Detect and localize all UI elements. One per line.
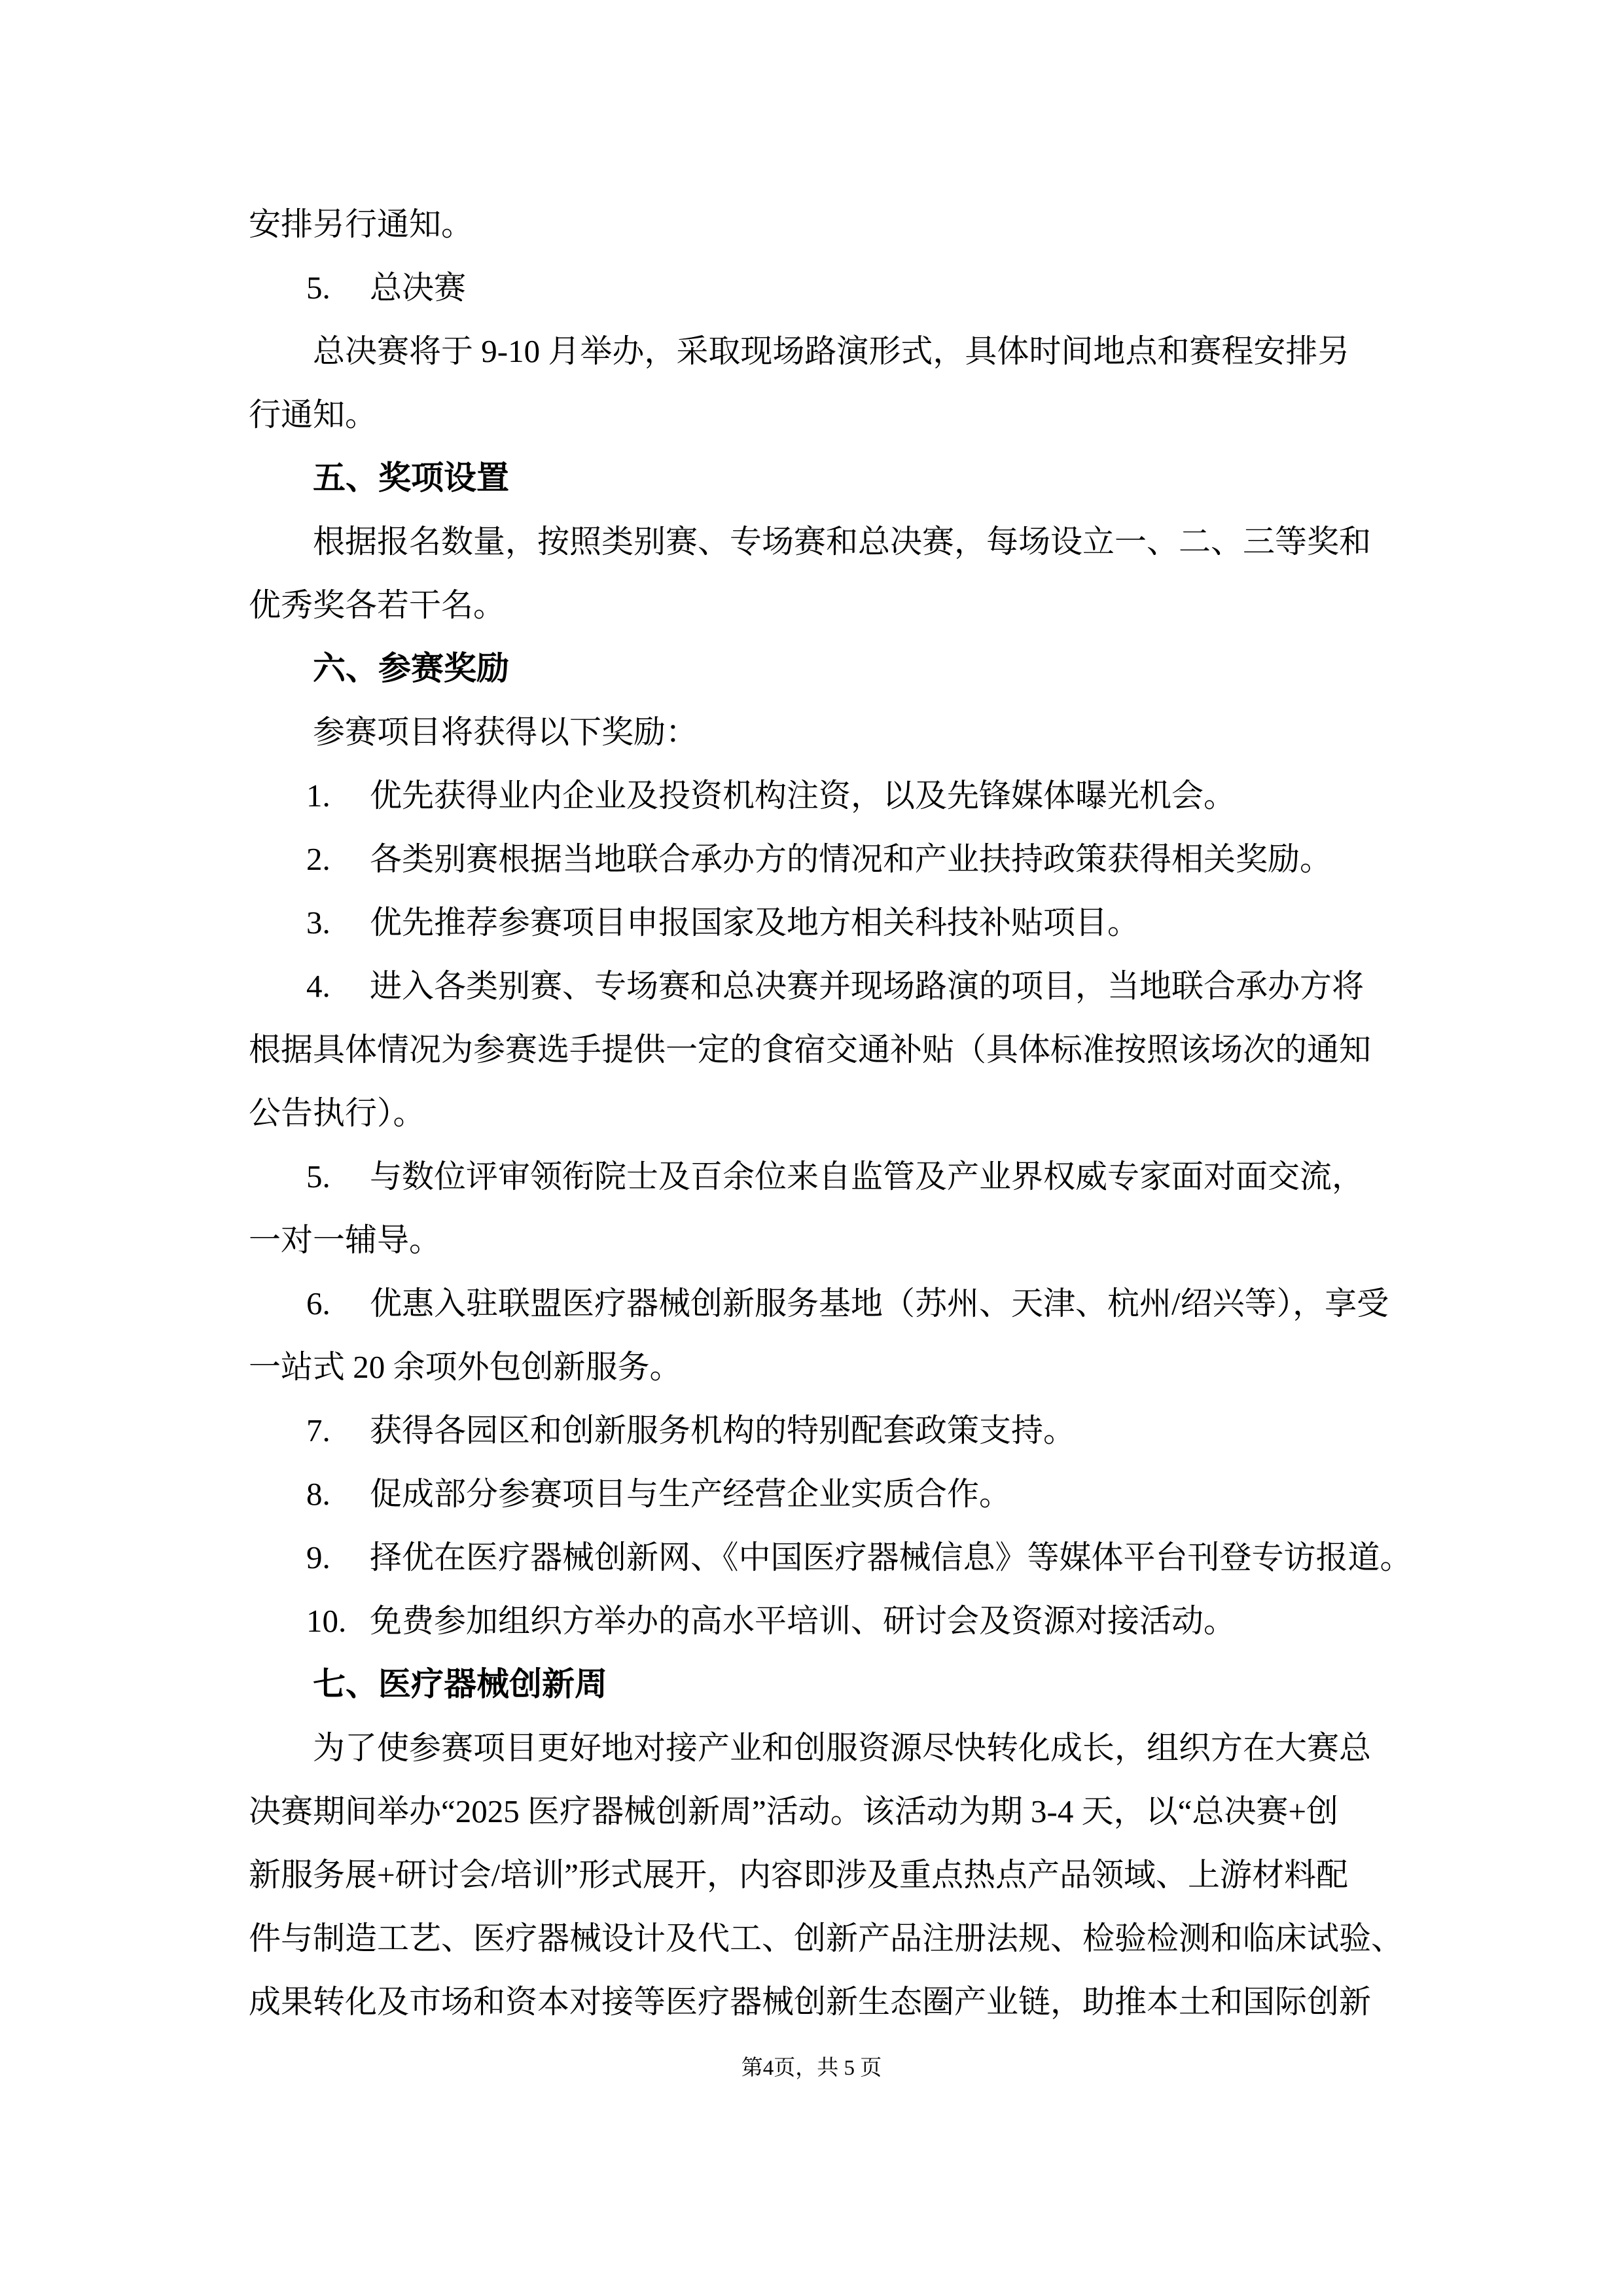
text-line: 决赛期间举办“2025 医疗器械创新周”活动。该活动为期 3-4 天，以“总决赛+创	[249, 1793, 1338, 1829]
paragraph-first-line: 为了使参赛项目更好地对接产业和创服资源尽快转化成长，组织方在大赛总	[313, 1730, 1372, 1766]
list-item	[249, 891, 1411, 954]
list-item	[249, 764, 1411, 827]
list-item-text: 总决赛	[370, 270, 467, 306]
paragraph-first-line: 根据报名数量，按照类别赛、专场赛和总决赛，每场设立一、二、三等奖和	[313, 524, 1372, 560]
text-line: 一站式 20 余项外包创新服务。	[249, 1349, 682, 1385]
list-item	[249, 1462, 1411, 1526]
list-item	[249, 1526, 1411, 1589]
list-item	[249, 1589, 1411, 1653]
text-line: 行通知。	[249, 397, 378, 433]
list-item	[249, 1272, 1411, 1335]
list-item-number: 10.	[306, 1603, 347, 1639]
text-line: 公告执行）。	[249, 1095, 425, 1131]
list-item-number: 8.	[306, 1476, 330, 1512]
paragraph-first-line: 总决赛将于 9-10 月举办，采取现场路演形式，具体时间地点和赛程安排另	[313, 333, 1350, 369]
list-item-text: 优先获得业内企业及投资机构注资，以及先锋媒体曝光机会。	[370, 778, 1236, 814]
page-footer: 第4页，共 5 页	[741, 2056, 882, 2080]
list-item-number: 5.	[306, 270, 330, 306]
list-item-number: 6.	[306, 1285, 330, 1321]
text-line: 新服务展+研讨会/培训”形式展开，内容即涉及重点热点产品领域、上游材料配	[249, 1857, 1348, 1893]
list-item-number: 7.	[306, 1412, 330, 1448]
text-line: 安排另行通知。	[249, 206, 474, 242]
list-item	[249, 1145, 1411, 1208]
text-line: 一对一辅导。	[249, 1222, 442, 1258]
document-body	[249, 192, 1411, 2034]
text-line: 成果转化及市场和资本对接等医疗器械创新生态圈产业链，助推本土和国际创新	[249, 1984, 1372, 2020]
list-item-text: 优惠入驻联盟医疗器械创新服务基地（苏州、天津、杭州/绍兴等），享受	[370, 1285, 1389, 1321]
text-line: 优秀奖各若干名。	[249, 587, 506, 623]
list-item-text: 进入各类别赛、专场赛和总决赛并现场路演的项目，当地联合承办方将	[370, 968, 1364, 1004]
section-heading-rewards: 六、参赛奖励	[313, 650, 509, 687]
list-item-number: 3.	[306, 905, 330, 941]
section-heading-innovation-week: 七、医疗器械创新周	[313, 1666, 607, 1702]
list-item-text: 与数位评审领衔院士及百余位来自监管及产业界权威专家面对面交流，	[370, 1158, 1364, 1194]
list-item-number: 2.	[306, 841, 330, 877]
list-item	[249, 1399, 1411, 1462]
list-item-number: 5.	[306, 1158, 330, 1194]
list-item	[249, 256, 1411, 319]
list-item-text: 择优在医疗器械创新网、《中国医疗器械信息》等媒体平台刊登专访报道。	[370, 1539, 1412, 1575]
text-line: 件与制造工艺、医疗器械设计及代工、创新产品注册法规、检验检测和临床试验、	[249, 1920, 1404, 1956]
list-item-text: 优先推荐参赛项目申报国家及地方相关科技补贴项目。	[370, 905, 1140, 941]
list-item-text: 免费参加组织方举办的高水平培训、研讨会及资源对接活动。	[370, 1603, 1236, 1639]
list-item-number: 9.	[306, 1539, 330, 1575]
list-item-text: 促成部分参赛项目与生产经营企业实质合作。	[370, 1476, 1012, 1512]
text-line: 根据具体情况为参赛选手提供一定的食宿交通补贴（具体标准按照该场次的通知	[249, 1031, 1372, 1067]
list-item	[249, 827, 1411, 891]
paragraph-first-line: 参赛项目将获得以下奖励：	[313, 714, 698, 750]
list-item-number: 4.	[306, 968, 330, 1004]
section-heading-awards: 五、奖项设置	[313, 459, 509, 496]
list-item-number: 1.	[306, 778, 330, 814]
list-item-text: 获得各园区和创新服务机构的特别配套政策支持。	[370, 1412, 1076, 1448]
list-item	[249, 954, 1411, 1018]
list-item-text: 各类别赛根据当地联合承办方的情况和产业扶持政策获得相关奖励。	[370, 841, 1332, 877]
